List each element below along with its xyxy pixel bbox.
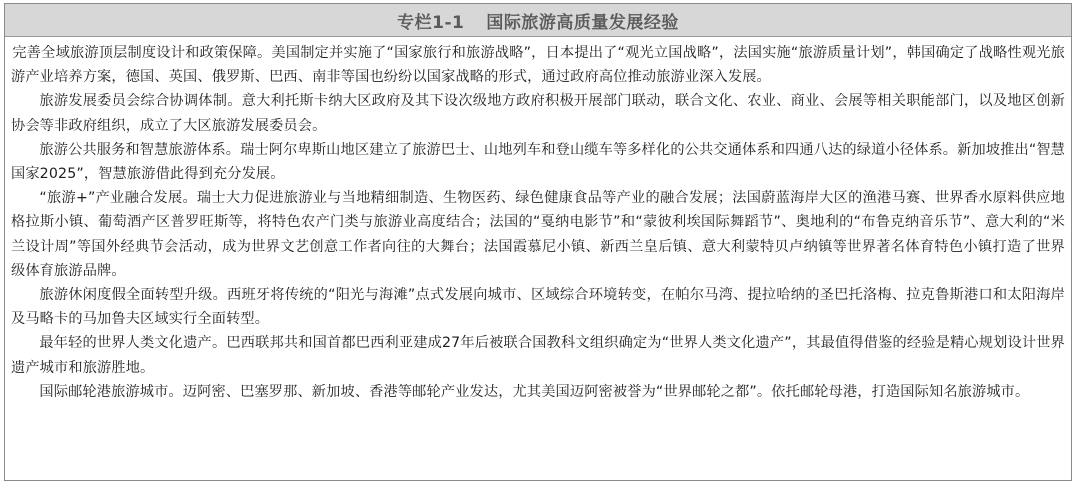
paragraph-cruise-city: 国际邮轮港旅游城市。迈阿密、巴塞罗那、新加坡、香港等邮轮产业发达，尤其美国迈阿密被誉为“世界邮轮之都”。依托邮轮母港，打造国际知名旅游城市。: [39, 383, 1030, 400]
column-box: [4, 3, 1072, 481]
paragraph-industry-integration: “旅游+”产业融合发展。瑞士大力促进旅游业与当地精细制造、生物医药、绿色健康食品等产业的融合发展；法国蔚蓝海岸大区的渔港马赛、世界香水原料供应地格拉斯小镇、葡萄酒产区普罗旺斯等，将特色农产门类与旅游业高度结合；法国的“戛纳电影节”和“蒙彼利埃国际舞蹈节”、奥地利的“布鲁克纳音乐节”、意大利的“米兰设计周”等国外经典节会活动，成为世界文艺创意工作者向往的大舞台；法国霞慕尼小镇、新西兰皇后镇、意大利蒙特贝卢纳镇等世界著名体育特色小镇打造了世界级体育旅游品牌。: [11, 190, 1065, 279]
paragraph-leisure-upgrade: 旅游休闲度假全面转型升级。西班牙将传统的“阳光与海滩”点式发展向城市、区域综合环境转变，在帕尔马湾、提拉哈纳的圣巴托洛梅、拉克鲁斯港口和太阳海岸及马略卡的马加鲁夫区域实行全面转型。: [11, 287, 1065, 328]
paragraph-public-service: 旅游公共服务和智慧旅游体系。瑞士阿尔卑斯山地区建立了旅游巴士、山地列车和登山缆车等多样化的公共交通体系和四通八达的绿道小径体系。新加坡推出“智慧国家2025”，智慧旅游借此得到充分发展。: [11, 141, 1065, 183]
paragraph-world-heritage: 最年轻的世界人类文化遗产。巴西联邦共和国首都巴西利亚建成27年后被联合国教科文组织确定为“世界人类文化遗产”，其最值得借鉴的经验是精心规划设计世界遗产城市和旅游胜地。: [11, 335, 1065, 376]
column-title-bar: [5, 4, 1071, 37]
column-body: [5, 37, 1071, 404]
paragraph-coordination-system: 旅游发展委员会综合协调体制。意大利托斯卡纳大区政府及其下设次级地方政府积极开展部门联动，联合文化、农业、商业、会展等相关职能部门，以及地区创新协会等非政府组织，成立了大区旅游发展委员会。: [11, 93, 1065, 134]
column-label: 专栏1-1: [397, 12, 465, 33]
paragraph-top-level-design: 完善全域旅游顶层制度设计和政策保障。美国制定并实施了“国家旅行和旅游战略”，日本提出了“观光立国战略”，法国实施“旅游质量计划”，韩国确定了战略性观光旅游产业培养方案，德国、英国、俄罗斯、巴西、南非等国也纷纷以国家战略的形式，通过政府高位推动旅游业深入发展。: [11, 45, 1065, 86]
column-title: 国际旅游高质量发展经验: [486, 12, 679, 33]
